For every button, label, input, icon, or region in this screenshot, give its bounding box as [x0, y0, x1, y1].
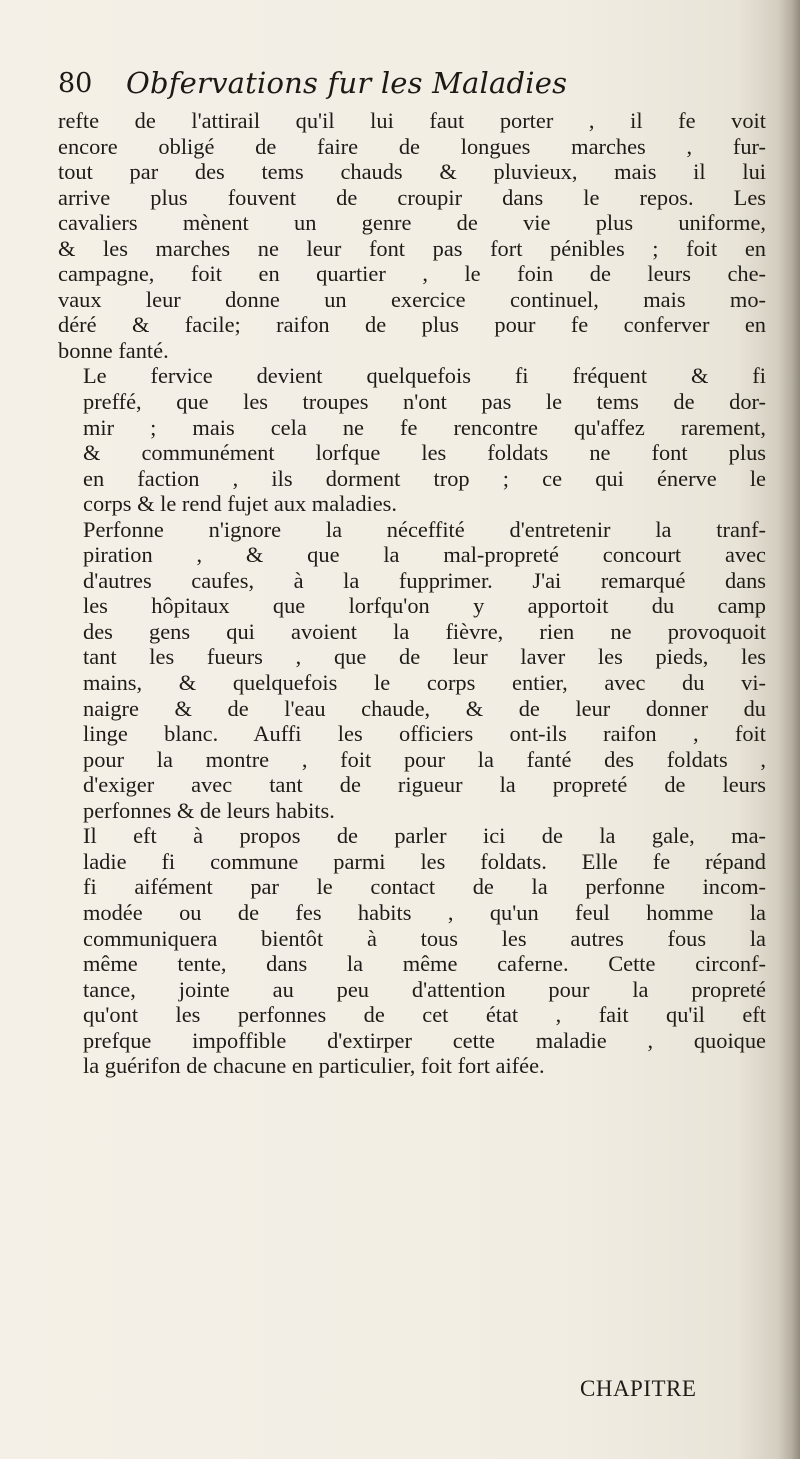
text-line: Le fervice devient quelquefois fi fréquent & fi: [83, 363, 766, 389]
text-line: modée ou de fes habits , qu'un feul homme la: [83, 899, 766, 925]
text-line: arrive plus fouvent de croupir dans le repos. Les: [58, 184, 766, 210]
paragraph-1: [58, 108, 766, 363]
text-line: preffé, que les troupes n'ont pas le tems de dor-: [83, 389, 766, 415]
text-line: déré & facile; raifon de plus pour fe conferver en: [58, 312, 766, 338]
text-line: Il eft à propos de parler ici de la gale, ma-: [83, 823, 766, 849]
text-line: communiquera bientôt à tous les autres fous la: [83, 925, 766, 951]
text-line: & communément lorfque les foldats ne font plus: [83, 440, 766, 466]
page-edge-shadow: [778, 0, 800, 1459]
text-line: & les marches ne leur font pas fort pénibles ; foit en: [58, 235, 766, 261]
text-line: bonne fanté.: [58, 337, 169, 363]
text-line: vaux leur donne un exercice continuel, mais mo-: [58, 286, 766, 312]
text-line: tout par des tems chauds & pluvieux, mais il lui: [58, 159, 766, 185]
text-line: encore obligé de faire de longues marches , fur-: [58, 133, 766, 159]
text-line: d'autres caufes, à la fupprimer. J'ai remarqué dans: [83, 567, 766, 593]
text-line: la guérifon de chacune en particulier, foit fort aifée.: [83, 1053, 545, 1079]
catchword: CHAPITRE: [580, 1376, 697, 1401]
page-number: 80: [58, 68, 93, 99]
text-line: linge blanc. Auffi les officiers ont-ils raifon , foit: [83, 721, 766, 747]
paragraph-4: [58, 823, 766, 1078]
running-title: Obfervations fur les Maladies: [126, 66, 568, 100]
text-line: corps & le rend fujet aux maladies.: [83, 491, 397, 517]
text-line: les hôpitaux que lorfqu'on y apportoit du camp: [83, 593, 766, 619]
text-line: d'exiger avec tant de rigueur la propreté de leurs: [83, 772, 766, 798]
text-line: pour la montre , foit pour la fanté des foldats ,: [83, 746, 766, 772]
text-line: mir ; mais cela ne fe rencontre qu'affez rarement,: [83, 414, 766, 440]
text-line: prefque impoffible d'extirper cette maladie , quoique: [83, 1027, 766, 1053]
text-line: ladie fi commune parmi les foldats. Elle fe répand: [83, 848, 766, 874]
paragraph-2: [58, 363, 766, 516]
text-line: cavaliers mènent un genre de vie plus uniforme,: [58, 210, 766, 236]
text-line: piration , & que la mal-propreté concourt avec: [83, 542, 766, 568]
text-line: perfonnes & de leurs habits.: [83, 797, 335, 823]
text-line: même tente, dans la même caferne. Cette circonf-: [83, 951, 766, 977]
text-line: naigre & de l'eau chaude, & de leur donner du: [83, 695, 766, 721]
body-text: [58, 108, 766, 1079]
paragraph-3: [58, 517, 766, 824]
text-line: fi aifément par le contact de la perfonne incom-: [83, 874, 766, 900]
text-line: tance, jointe au peu d'attention pour la propreté: [83, 976, 766, 1002]
text-line: campagne, foit en quartier , le foin de leurs che-: [58, 261, 766, 287]
text-line: qu'ont les perfonnes de cet état , fait qu'il eft: [83, 1002, 766, 1028]
text-line: Perfonne n'ignore la néceffité d'entretenir la tranf-: [83, 516, 766, 542]
text-line: refte de l'attirail qu'il lui faut porter , il fe voit: [58, 108, 766, 133]
text-line: mains, & quelquefois le corps entier, avec du vi-: [83, 670, 766, 696]
text-line: tant les fueurs , que de leur laver les pieds, les: [83, 644, 766, 670]
text-line: en faction , ils dorment trop ; ce qui énerve le: [83, 465, 766, 491]
text-line: des gens qui avoient la fièvre, rien ne provoquoit: [83, 618, 766, 644]
page-header: [58, 66, 758, 106]
